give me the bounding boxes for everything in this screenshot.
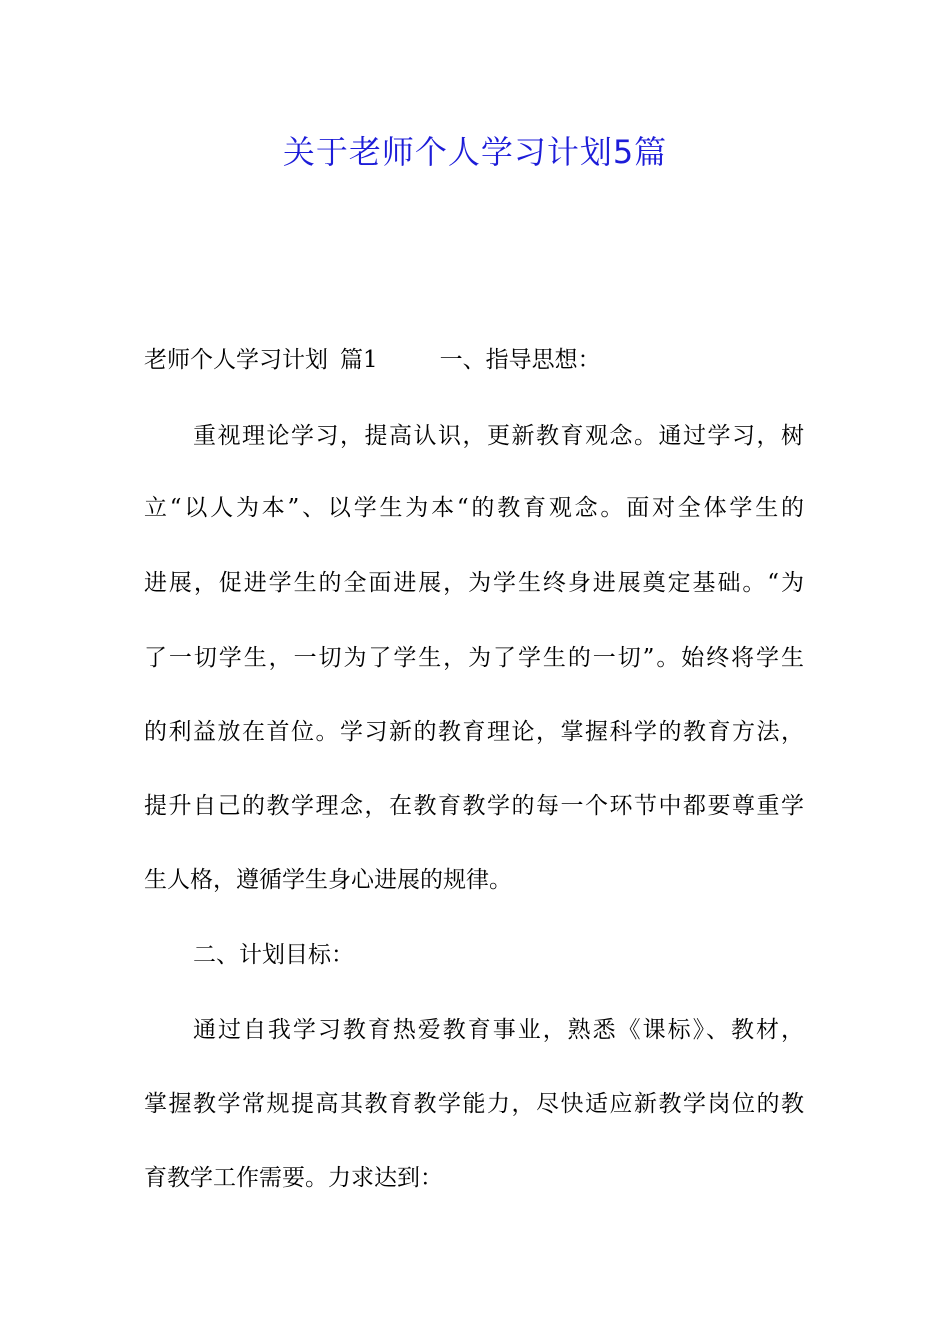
document-title: 关于老师个人学习计划5篇 — [282, 133, 668, 171]
paragraph-line: 重视理论学习，提高认识，更新教育观念。通过学习，树 — [193, 423, 804, 449]
section-heading-line — [144, 342, 601, 378]
paragraph-line: 进展，促进学生的全面进展，为学生终身进展奠定基础。“为 — [144, 570, 804, 596]
subheading-guiding-ideology: 一、指导思想： — [439, 347, 601, 373]
paragraph-line: 通过自我学习教育热爱教育事业，熟悉《课标》、教材， — [193, 1017, 804, 1043]
section-heading-title: 老师个人学习计划 — [144, 347, 328, 373]
paragraph-line: 的利益放在首位。学习新的教育理论，掌握科学的教育方法， — [144, 719, 804, 745]
paragraph-line: 生人格，遵循学生身心进展的规律。 — [144, 867, 512, 893]
paragraph-line: 了一切学生，一切为了学生，为了学生的一切”。始终将学生 — [144, 645, 804, 671]
section-heading-part: 篇1 — [340, 347, 378, 373]
subheading-plan-goals: 二、计划目标： — [193, 942, 354, 968]
paragraph-line: 掌握教学常规提高其教育教学能力，尽快适应新教学岗位的教 — [144, 1091, 804, 1117]
paragraph-line: 提升自己的教学理念，在教育教学的每一个环节中都要尊重学 — [144, 793, 804, 819]
paragraph-line: 立“以人为本”、以学生为本“的教育观念。面对全体学生的 — [144, 495, 804, 521]
paragraph-line: 育教学工作需要。力求达到： — [144, 1165, 443, 1191]
